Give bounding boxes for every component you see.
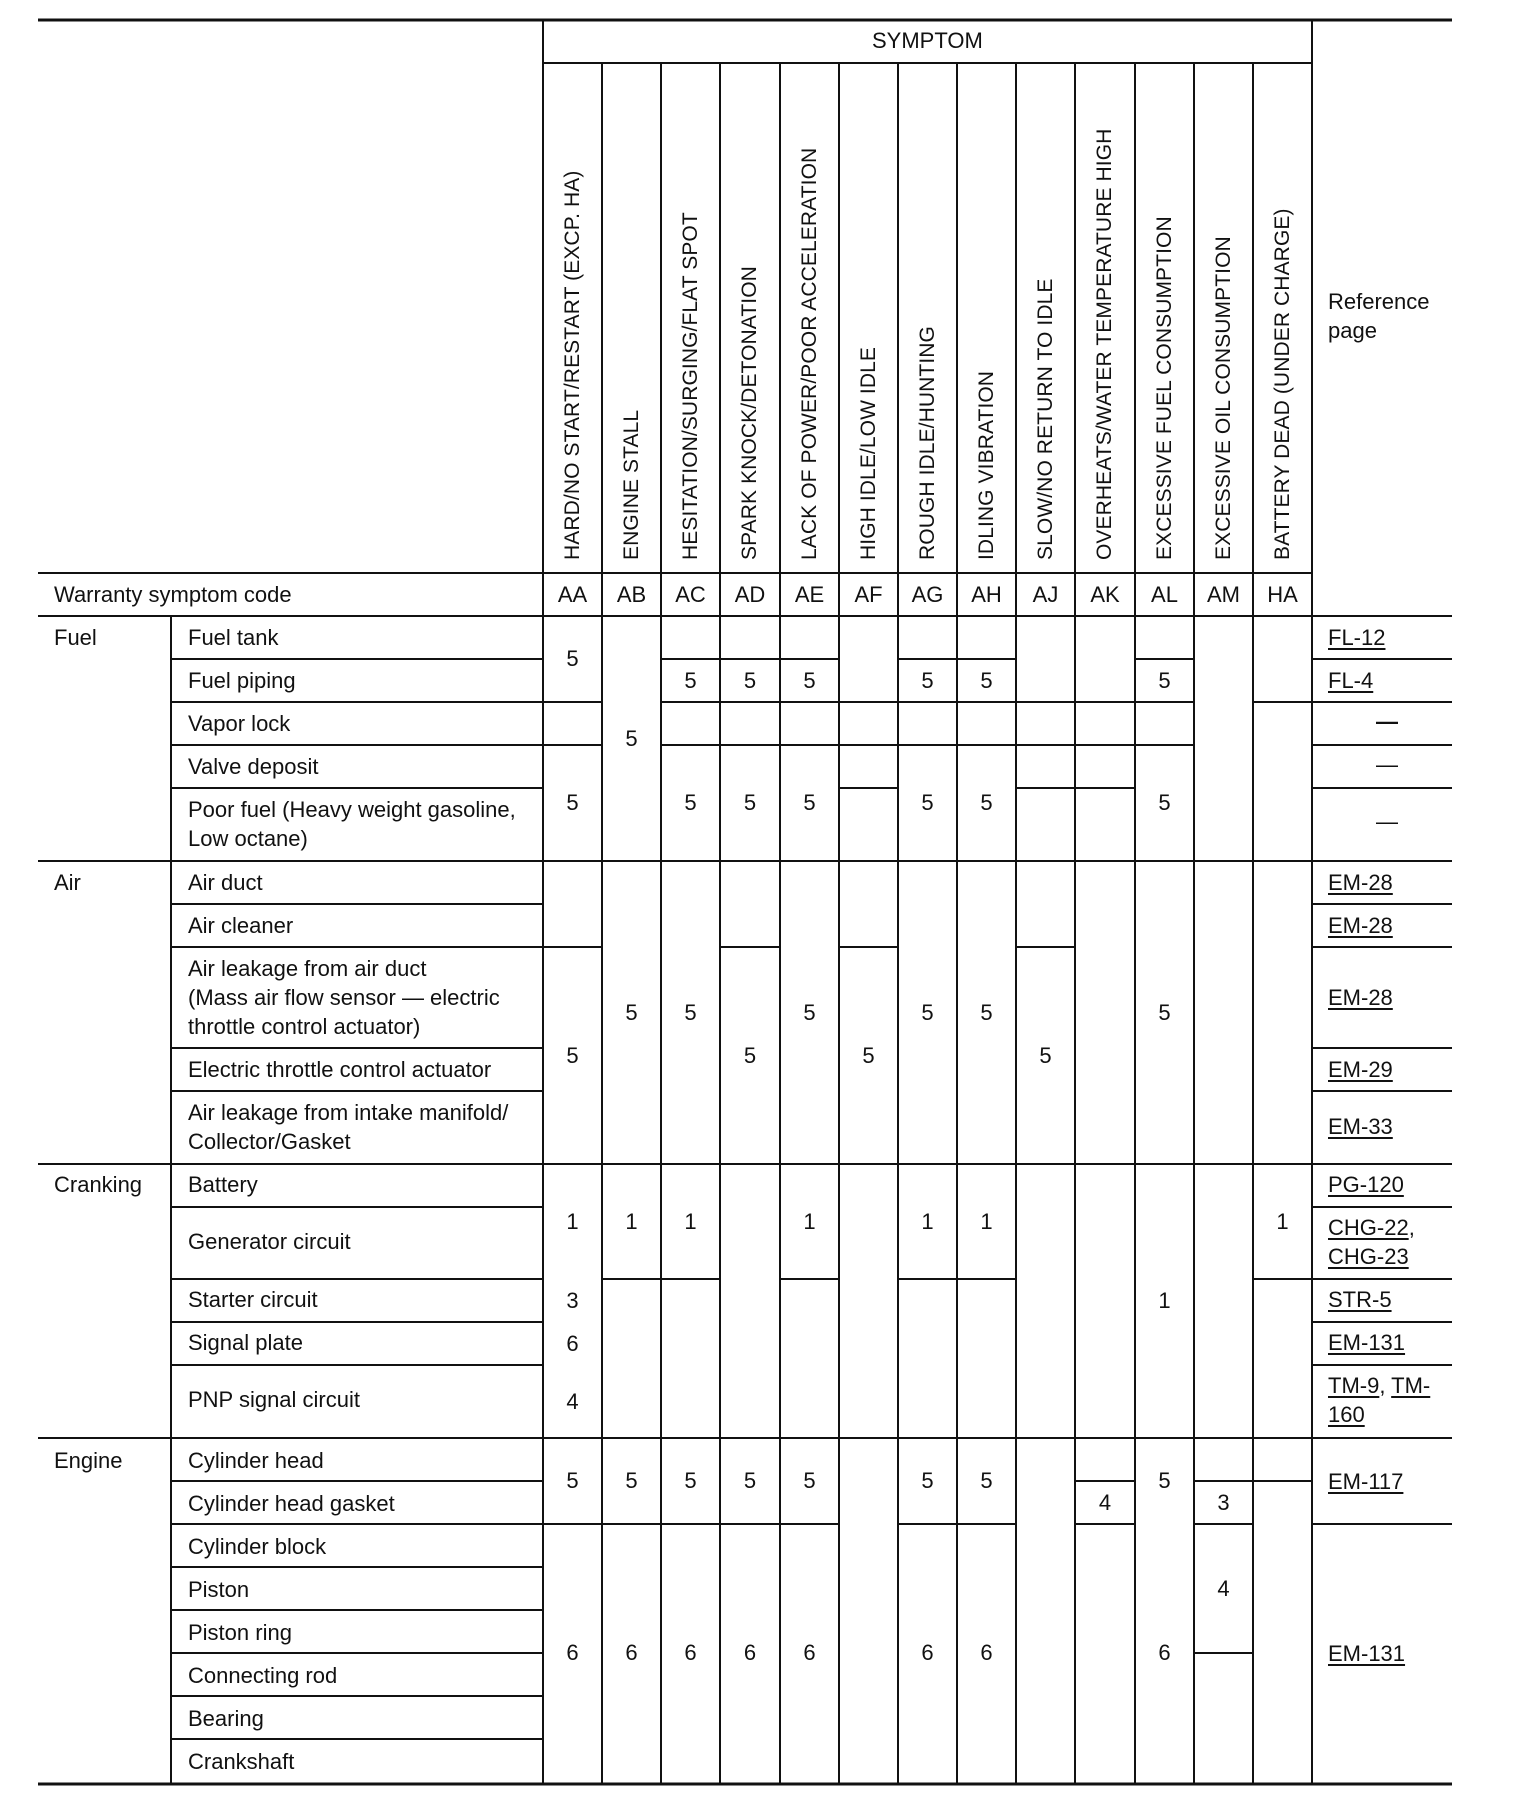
ref-link-tm-160-part2[interactable]: 160 — [1328, 1402, 1365, 1427]
ref-link-tm-160-part1[interactable]: TM- — [1391, 1373, 1431, 1398]
priority-cell: 5 — [803, 667, 816, 693]
priority-cell: 5 — [566, 646, 579, 671]
column-header-aa: HARD/NO START/RESTART (EXCP. HA) — [560, 170, 584, 560]
warranty-code-ac: AC — [675, 582, 706, 607]
priority-cell: 5 — [684, 999, 697, 1025]
ref-link-em-131[interactable]: EM-131 — [1328, 1641, 1406, 1666]
ref-link-em-131[interactable]: EM-131 — [1328, 1330, 1406, 1355]
priority-cell: 5 — [566, 1042, 579, 1068]
priority-cell: 6 — [684, 1640, 697, 1665]
warranty-code-ha: HA — [1267, 582, 1298, 607]
priority-cell: 5 — [625, 1468, 638, 1493]
ref-link-tm-9[interactable]: TM-9 — [1328, 1373, 1380, 1398]
ref-air-duct — [1328, 868, 1393, 897]
warranty-code-ab: AB — [616, 582, 647, 607]
ref-link-em-28[interactable]: EM-28 — [1328, 870, 1393, 895]
item-starter-circuit: Starter circuit — [188, 1287, 318, 1312]
priority-cell: 5 — [862, 1042, 875, 1068]
warranty-code-aa: AA — [557, 582, 588, 607]
priority-cell: 4 — [566, 1388, 579, 1414]
priority-cell: 5 — [921, 790, 934, 815]
item-battery: Battery — [188, 1172, 258, 1197]
ref-pnp-signal — [1328, 1371, 1430, 1400]
item-air-leak-manifold-line1: Air leakage from intake manifold/ — [188, 1100, 509, 1125]
ref-air-cleaner — [1328, 911, 1393, 940]
priority-cell: 5 — [803, 1468, 816, 1493]
priority-cell: 1 — [803, 1208, 816, 1234]
priority-cell: 5 — [1158, 790, 1171, 815]
group-label-air: Air — [54, 870, 81, 895]
ref-link-pg-120[interactable]: PG-120 — [1328, 1172, 1404, 1197]
ref-separator: , — [1408, 1215, 1415, 1240]
priority-cell: 1 — [980, 1208, 993, 1234]
item-vapor-lock: Vapor lock — [188, 711, 291, 736]
ref-link-em-28[interactable]: EM-28 — [1328, 913, 1393, 938]
priority-cell: 6 — [625, 1640, 638, 1665]
ref-link-chg-22[interactable]: CHG-22 — [1328, 1215, 1409, 1240]
reference-header-line2: page — [1328, 318, 1377, 343]
column-header-ab: ENGINE STALL — [619, 409, 643, 560]
warranty-code-ad: AD — [734, 582, 766, 607]
priority-cell: 5 — [684, 1468, 697, 1493]
ref-signal-plate — [1328, 1328, 1405, 1357]
item-poor-fuel-line2: Low octane) — [188, 826, 308, 851]
item-fuel-tank: Fuel tank — [188, 625, 279, 650]
priority-cell: 5 — [1158, 999, 1171, 1025]
item-bearing: Bearing — [188, 1706, 264, 1731]
item-air-leak-duct-line1: Air leakage from air duct — [188, 956, 427, 981]
ref-cylinder-block — [1328, 1639, 1405, 1668]
item-air-leak-duct-line2: (Mass air flow sensor — electric — [188, 985, 500, 1010]
priority-cell: 1 — [1158, 1288, 1171, 1313]
ref-generator-circuit-line2 — [1328, 1242, 1409, 1271]
group-label-engine: Engine — [54, 1448, 123, 1473]
priority-cell: 5 — [1039, 1042, 1052, 1068]
priority-cell: 5 — [566, 1468, 579, 1493]
ref-link-em-28[interactable]: EM-28 — [1328, 985, 1393, 1010]
item-poor-fuel-line1: Poor fuel (Heavy weight gasoline, — [188, 797, 516, 822]
priority-cell: 6 — [743, 1640, 757, 1665]
ref-valve-deposit: — — [1376, 752, 1398, 777]
priority-cell: 3 — [566, 1287, 579, 1313]
item-pnp-signal-circuit: PNP signal circuit — [188, 1387, 360, 1412]
item-signal-plate: Signal plate — [188, 1330, 303, 1355]
priority-cell: 6 — [1158, 1640, 1171, 1665]
column-header-ad: SPARK KNOCK/DETONATION — [738, 266, 761, 560]
priority-cell: 5 — [625, 999, 638, 1025]
ref-starter-circuit — [1328, 1285, 1392, 1314]
symptom-header: SYMPTOM — [872, 28, 983, 53]
priority-cell: 4 — [1217, 1575, 1230, 1601]
priority-cell: 5 — [743, 790, 757, 815]
priority-cell: 5 — [743, 1468, 757, 1493]
priority-cell: 5 — [566, 790, 579, 815]
item-air-leak-manifold-line2: Collector/Gasket — [188, 1129, 351, 1154]
priority-cell: 6 — [803, 1640, 816, 1665]
column-header-ae: LACK OF POWER/POOR ACCELERATION — [797, 147, 821, 560]
column-header-ag: ROUGH IDLE/HUNTING — [915, 326, 939, 560]
priority-cell: 5 — [625, 725, 638, 751]
ref-link-str-5[interactable]: STR-5 — [1328, 1287, 1392, 1312]
column-header-aj: SLOW/NO RETURN TO IDLE — [1033, 278, 1057, 560]
priority-cell: 5 — [803, 790, 816, 815]
item-generator-circuit: Generator circuit — [188, 1229, 351, 1254]
priority-cell: 1 — [921, 1208, 934, 1234]
priority-cell: 5 — [743, 667, 757, 693]
priority-cell: 3 — [1217, 1489, 1230, 1515]
ref-link-em-117[interactable]: EM-117 — [1328, 1469, 1404, 1494]
ref-vapor-lock: — — [1376, 709, 1398, 734]
priority-cell: 5 — [684, 790, 697, 815]
priority-cell: 5 — [980, 790, 993, 815]
group-label-cranking: Cranking — [54, 1172, 143, 1197]
ref-pnp-signal-line2 — [1328, 1400, 1365, 1429]
priority-cell: 4 — [1098, 1489, 1112, 1515]
item-piston-ring: Piston ring — [188, 1620, 292, 1645]
item-cylinder-block: Cylinder block — [188, 1534, 327, 1559]
ref-fuel-piping — [1328, 666, 1373, 695]
item-cylinder-head: Cylinder head — [188, 1448, 324, 1473]
ref-link-fl-4[interactable]: FL-4 — [1328, 668, 1374, 693]
warranty-code-af: AF — [854, 582, 883, 607]
priority-cell: 6 — [566, 1330, 579, 1356]
ref-poor-fuel: — — [1376, 809, 1398, 834]
priority-cell: 1 — [684, 1208, 697, 1234]
priority-cell: 5 — [1158, 1468, 1171, 1493]
priority-cell: 5 — [803, 999, 816, 1025]
priority-cell: 6 — [980, 1640, 993, 1665]
priority-cell: 1 — [566, 1208, 579, 1234]
item-air-cleaner: Air cleaner — [188, 913, 294, 938]
ref-battery — [1328, 1170, 1404, 1199]
item-valve-deposit: Valve deposit — [188, 754, 319, 779]
priority-cell: 6 — [921, 1640, 934, 1665]
warranty-code-ah: AH — [971, 582, 1002, 607]
ref-cylinder-head — [1328, 1467, 1403, 1496]
priority-cell: 5 — [980, 999, 993, 1025]
priority-cell: 1 — [625, 1208, 638, 1234]
item-air-leak-duct-line3: throttle control actuator) — [188, 1014, 421, 1039]
item-etc-actuator: Electric throttle control actuator — [188, 1057, 492, 1082]
item-fuel-piping: Fuel piping — [188, 668, 296, 693]
column-header-af: HIGH IDLE/LOW IDLE — [856, 346, 880, 560]
ref-link-em-33[interactable]: EM-33 — [1328, 1114, 1393, 1139]
ref-link-chg-23[interactable]: CHG-23 — [1328, 1244, 1409, 1269]
warranty-code-ak: AK — [1090, 582, 1120, 607]
priority-cell: 5 — [684, 667, 697, 693]
ref-etc-actuator — [1328, 1055, 1393, 1084]
ref-fuel-tank — [1328, 623, 1385, 652]
warranty-code-label: Warranty symptom code — [54, 582, 292, 607]
ref-air-leak-duct — [1328, 983, 1393, 1012]
reference-header-line1: Reference — [1328, 289, 1430, 314]
group-label-fuel: Fuel — [54, 625, 97, 650]
priority-cell: 6 — [566, 1640, 579, 1665]
item-air-duct: Air duct — [188, 870, 263, 895]
item-connecting-rod: Connecting rod — [188, 1663, 338, 1688]
ref-generator-circuit — [1328, 1213, 1415, 1242]
column-header-ah: IDLING VIBRATION — [974, 370, 998, 560]
priority-cell: 5 — [921, 999, 934, 1025]
priority-cell: 5 — [980, 1468, 993, 1493]
warranty-code-ag: AG — [911, 582, 944, 607]
warranty-code-am: AM — [1207, 582, 1240, 607]
warranty-code-ae: AE — [794, 582, 825, 607]
priority-cell: 5 — [743, 1042, 757, 1068]
priority-cell: 5 — [980, 667, 993, 693]
priority-cell: 5 — [921, 1468, 934, 1493]
ref-air-leak-manifold — [1328, 1112, 1393, 1141]
ref-link-fl-12[interactable]: FL-12 — [1328, 625, 1386, 650]
column-header-ac: HESITATION/SURGING/FLAT SPOT — [678, 212, 702, 560]
column-header-am: EXCESSIVE OIL CONSUMPTION — [1211, 236, 1235, 560]
ref-link-em-29[interactable]: EM-29 — [1328, 1057, 1393, 1082]
warranty-code-aj: AJ — [1032, 582, 1059, 607]
column-header-al: EXCESSIVE FUEL CONSUMPTION — [1152, 216, 1176, 560]
priority-cell: 5 — [1158, 667, 1171, 693]
column-header-ak: OVERHEATS/WATER TEMPERATURE HIGH — [1093, 128, 1116, 560]
warranty-code-al: AL — [1151, 582, 1178, 607]
priority-cell: 5 — [921, 667, 934, 693]
priority-cell: 1 — [1276, 1208, 1289, 1234]
item-cylinder-head-gasket: Cylinder head gasket — [188, 1491, 395, 1516]
item-crankshaft: Crankshaft — [188, 1749, 295, 1774]
ref-separator: , — [1379, 1373, 1392, 1398]
column-header-ha: BATTERY DEAD (UNDER CHARGE) — [1270, 208, 1294, 560]
item-piston: Piston — [188, 1577, 250, 1602]
